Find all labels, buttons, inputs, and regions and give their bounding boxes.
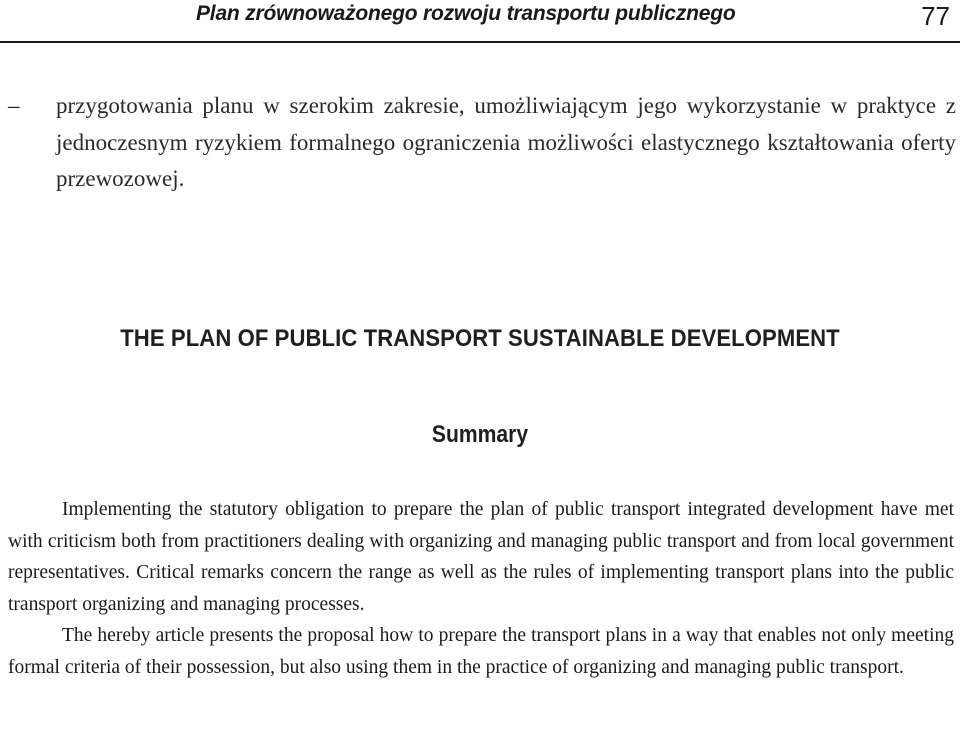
page-number: 77 (921, 1, 950, 31)
running-header (0, 0, 960, 44)
list-dash-marker: – (8, 93, 20, 118)
list-item-text: przygotowania planu w szerokim zakresie, umożliwiającym jego wykorzystanie w praktyce z jednoczesnym ryzykiem formalnego ograniczenia możliwości elastycznego kształtowania oferty przewozowej. (56, 93, 956, 191)
summary-paragraph: The hereby article presents the proposal how to prepare the transport plans in a way that enables not only meeting formal criteria of their possession, but also using them in the practice of organizing and managing public transport. (8, 625, 954, 678)
header-rule (0, 41, 960, 43)
summary-body (8, 494, 954, 683)
summary-heading: Summary (431, 421, 529, 448)
summary-paragraph: Implementing the statutory obligation to prepare the plan of public transport integrated development have met with criticism both from practitioners dealing with organizing and managing public transport and from local government representatives. Critical remarks concern the range as well as the rules of implementing transport plans into the public transport organizing and managing processes. (8, 499, 954, 615)
running-title: Plan zrównoważonego rozwoju transportu publicznego (196, 2, 736, 25)
article-title: THE PLAN OF PUBLIC TRANSPORT SUSTAINABLE DEVELOPMENT (120, 325, 840, 352)
